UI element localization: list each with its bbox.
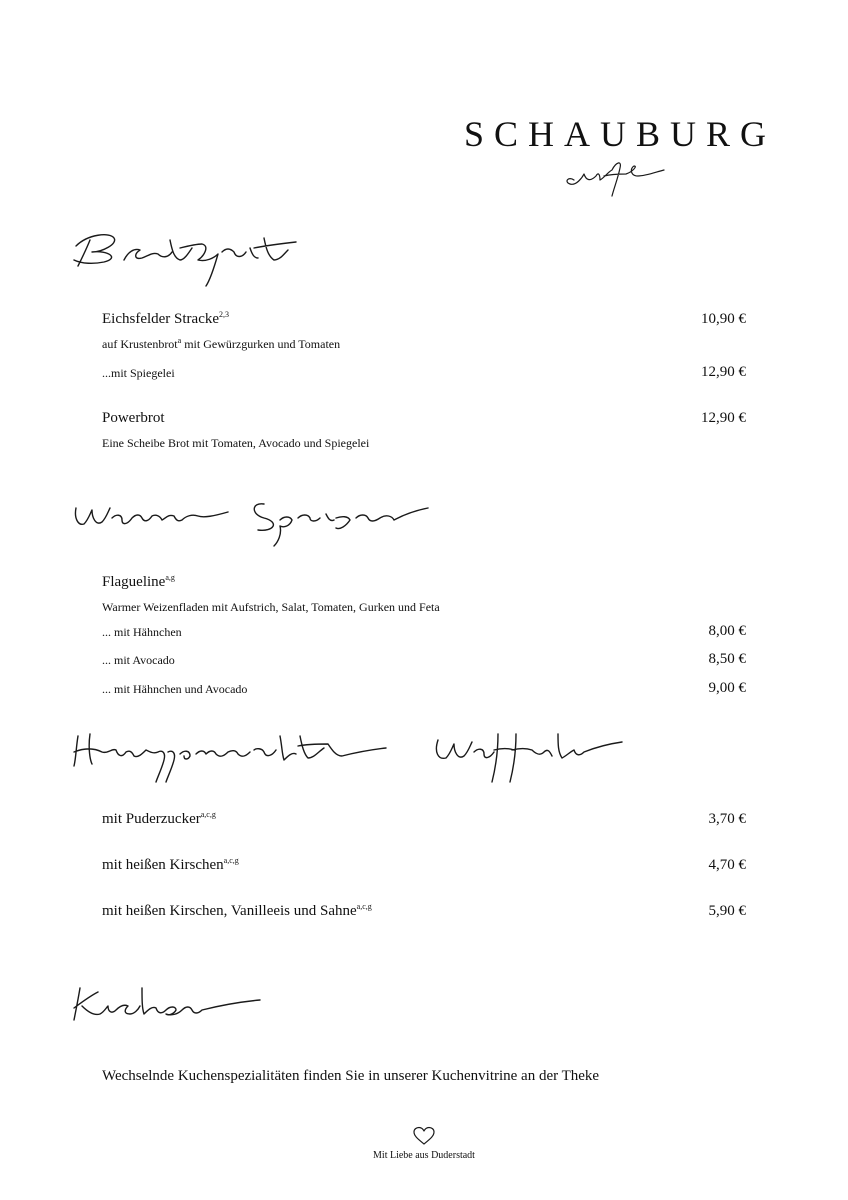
kuchen-note: Wechselnde Kuchenspezialitäten finden Sie in unserer Kuchenvitrine an der Theke <box>102 1068 600 1084</box>
desc-flagueline: Warmer Weizenfladen mit Aufstrich, Salat, Tomaten, Gurken und Feta <box>102 600 440 614</box>
section-heading-hausgemachte-waffeln <box>68 722 628 786</box>
price-mit-haehnchen: 8,00 € <box>708 623 746 639</box>
item-mit-avocado: ... mit Avocado <box>102 653 175 667</box>
item-mit-puderzucker: mit Puderzucker$^{a,c,g}$ <box>102 810 216 827</box>
section-heading-warme-speisen <box>68 488 468 548</box>
item-eichsfelder-stracke: Eichsfelder Stracke$^{2,3}$ <box>102 310 230 327</box>
price-mit-heissen-kirschen: 4,70 € <box>708 857 746 873</box>
item-flagueline: Flagueline$^{a,g}$ <box>102 573 175 590</box>
item-mit-heissen-kirschen-vanilleeis-sahne: mit heißen Kirschen, Vanilleeis und Sahne$^{a,c,g}$ <box>102 902 372 919</box>
price-mit-avocado: 8,50 € <box>708 651 746 667</box>
heart-icon <box>412 1126 436 1146</box>
price-mit-heissen-kirschen-vanilleeis-sahne: 5,90 € <box>708 903 746 919</box>
item-mit-spiegelei: ...mit Spiegelei <box>102 366 175 380</box>
desc-powerbrot: Eine Scheibe Brot mit Tomaten, Avocado und Spiegelei <box>102 436 370 450</box>
price-mit-spiegelei: 12,90 € <box>701 364 746 380</box>
footer-text: Mit Liebe aus Duderstadt <box>373 1150 475 1161</box>
price-powerbrot: 12,90 € <box>701 410 746 426</box>
item-mit-heissen-kirschen: mit heißen Kirschen$^{a,c,g}$ <box>102 856 239 873</box>
item-powerbrot: Powerbrot <box>102 410 165 426</box>
price-mit-puderzucker: 3,70 € <box>708 811 746 827</box>
section-heading-brotzeit <box>68 224 308 288</box>
price-mit-haehnchen-und-avocado: 9,00 € <box>708 680 746 696</box>
item-mit-haehnchen: ... mit Hähnchen <box>102 625 182 639</box>
brand-script-logo <box>560 152 680 202</box>
section-heading-kuchen <box>68 980 268 1030</box>
price-eichsfelder-stracke: 10,90 € <box>701 311 746 327</box>
brand-title: SCHAUBURG <box>463 114 776 154</box>
desc-eichsfelder-stracke: auf Krustenbrot$^a$ mit Gewürzgurken und Tomaten <box>102 336 341 351</box>
item-mit-haehnchen-und-avocado: ... mit Hähnchen und Avocado <box>102 682 248 696</box>
